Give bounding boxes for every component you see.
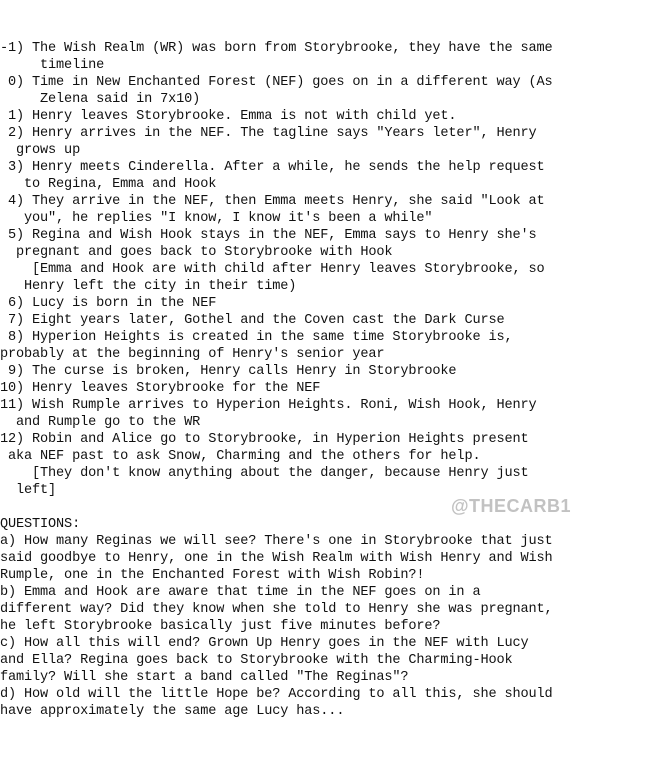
question-line: said goodbye to Henry, one in the Wish Realm with Wish Henry and Wish xyxy=(0,551,553,566)
timeline-line: and Rumple go to the WR xyxy=(0,415,201,430)
question-line: b) Emma and Hook are aware that time in the NEF goes on in a xyxy=(0,585,481,600)
timeline-line: 6) Lucy is born in the NEF xyxy=(0,296,217,311)
timeline-line: 10) Henry leaves Storybrooke for the NEF xyxy=(0,381,321,396)
timeline-line: 12) Robin and Alice go to Storybrooke, in Hyperion Heights present xyxy=(0,432,529,447)
question-line: have approximately the same age Lucy has... xyxy=(0,704,345,719)
question-line: and Ella? Regina goes back to Storybrooke with the Charming-Hook xyxy=(0,653,513,668)
timeline-line: [Emma and Hook are with child after Henry leaves Storybrooke, so xyxy=(0,262,545,277)
timeline-line: 8) Hyperion Heights is created in the same time Storybrooke is, xyxy=(0,330,513,345)
question-line: a) How many Reginas we will see? There's one in Storybrooke that just xyxy=(0,534,553,549)
timeline-line: timeline xyxy=(0,58,105,73)
timeline-line: 11) Wish Rumple arrives to Hyperion Heights. Roni, Wish Hook, Henry xyxy=(0,398,537,413)
timeline-line: 3) Henry meets Cinderella. After a while, he sends the help request xyxy=(0,160,545,175)
timeline-line: probably at the beginning of Henry's senior year xyxy=(0,347,385,362)
timeline-line: 2) Henry arrives in the NEF. The tagline says "Years leter", Henry xyxy=(0,126,537,141)
timeline-line: grows up xyxy=(0,143,81,158)
timeline-line: pregnant and goes back to Storybrooke with Hook xyxy=(0,245,393,260)
timeline-line: 0) Time in New Enchanted Forest (NEF) goes on in a different way (As xyxy=(0,75,553,90)
timeline-line: 9) The curse is broken, Henry calls Henry in Storybrooke xyxy=(0,364,457,379)
timeline-line: -1) The Wish Realm (WR) was born from Storybrooke, they have the same xyxy=(0,41,553,56)
watermark-handle: @THECARB1 xyxy=(451,496,572,516)
question-line: different way? Did they know when she told to Henry she was pregnant, xyxy=(0,602,553,617)
timeline-section xyxy=(0,40,648,499)
timeline-line: 7) Eight years later, Gothel and the Coven cast the Dark Curse xyxy=(0,313,505,328)
timeline-line: 4) They arrive in the NEF, then Emma meets Henry, she said "Look at xyxy=(0,194,545,209)
question-line: Rumple, one in the Enchanted Forest with Wish Robin?! xyxy=(0,568,425,583)
timeline-line: 1) Henry leaves Storybrooke. Emma is not with child yet. xyxy=(0,109,457,124)
timeline-line: left] xyxy=(0,483,57,498)
timeline-line: to Regina, Emma and Hook xyxy=(0,177,217,192)
questions-heading: QUESTIONS: xyxy=(0,517,81,532)
timeline-line: [They don't know anything about the danger, because Henry just xyxy=(0,466,529,481)
timeline-line: 5) Regina and Wish Hook stays in the NEF, Emma says to Henry she's xyxy=(0,228,537,243)
timeline-line: Henry left the city in their time) xyxy=(0,279,297,294)
question-line: c) How all this will end? Grown Up Henry goes in the NEF with Lucy xyxy=(0,636,529,651)
question-line: family? Will she start a band called "The Reginas"? xyxy=(0,670,409,685)
document-body xyxy=(0,40,648,720)
question-line: he left Storybrooke basically just five minutes before? xyxy=(0,619,441,634)
timeline-line: aka NEF past to ask Snow, Charming and the others for help. xyxy=(0,449,481,464)
timeline-line: Zelena said in 7x10) xyxy=(0,92,201,107)
questions-section xyxy=(0,516,648,720)
timeline-line: you", he replies "I know, I know it's been a while" xyxy=(0,211,433,226)
question-line: d) How old will the little Hope be? According to all this, she should xyxy=(0,687,553,702)
